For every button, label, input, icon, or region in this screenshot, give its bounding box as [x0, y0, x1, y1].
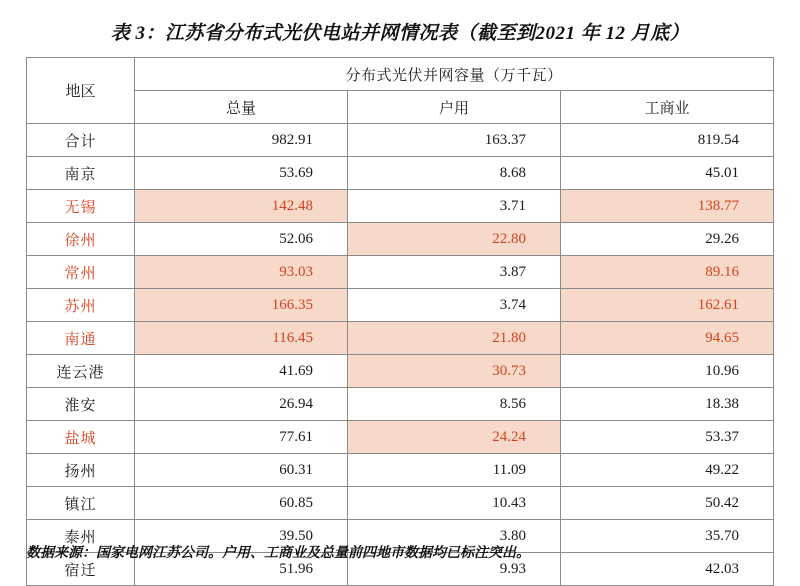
cell-value: 10.96	[561, 355, 774, 388]
column-header-residential: 户用	[348, 91, 561, 124]
cell-value: 94.65	[561, 322, 774, 355]
table-row	[27, 388, 774, 421]
cell-value: 18.38	[561, 388, 774, 421]
cell-value: 42.03	[561, 553, 774, 586]
cell-value: 982.91	[135, 124, 348, 157]
cell-value: 53.69	[135, 157, 348, 190]
column-header-commercial: 工商业	[561, 91, 774, 124]
cell-value: 138.77	[561, 190, 774, 223]
table-row	[27, 454, 774, 487]
cell-value: 53.37	[561, 421, 774, 454]
table-row	[27, 355, 774, 388]
row-region-label: 无锡	[27, 190, 135, 223]
row-region-label: 南通	[27, 322, 135, 355]
cell-value: 60.31	[135, 454, 348, 487]
cell-value: 116.45	[135, 322, 348, 355]
cell-value: 3.87	[348, 256, 561, 289]
table-row	[27, 289, 774, 322]
row-region-label: 淮安	[27, 388, 135, 421]
cell-value: 93.03	[135, 256, 348, 289]
cell-value: 162.61	[561, 289, 774, 322]
table-header-row-1	[27, 58, 774, 91]
row-region-label: 徐州	[27, 223, 135, 256]
cell-value: 49.22	[561, 454, 774, 487]
page-title: 表 3：江苏省分布式光伏电站并网情况表（截至到2021 年 12 月底）	[110, 23, 690, 44]
cell-value: 3.80	[348, 520, 561, 553]
cell-value: 45.01	[561, 157, 774, 190]
row-region-label: 南京	[27, 157, 135, 190]
table-row	[27, 487, 774, 520]
column-header-region: 地区	[27, 58, 135, 124]
cell-value: 3.71	[348, 190, 561, 223]
cell-value: 26.94	[135, 388, 348, 421]
cell-value: 30.73	[348, 355, 561, 388]
cell-value: 142.48	[135, 190, 348, 223]
cell-value: 10.43	[348, 487, 561, 520]
row-region-label: 连云港	[27, 355, 135, 388]
row-region-label: 扬州	[27, 454, 135, 487]
cell-value: 166.35	[135, 289, 348, 322]
cell-value: 8.56	[348, 388, 561, 421]
row-region-label: 常州	[27, 256, 135, 289]
cell-value: 29.26	[561, 223, 774, 256]
column-header-total: 总量	[135, 91, 348, 124]
cell-value: 51.96	[135, 553, 348, 586]
cell-value: 60.85	[135, 487, 348, 520]
table-row	[27, 157, 774, 190]
row-region-label: 苏州	[27, 289, 135, 322]
column-group-header-capacity: 分布式光伏并网容量（万千瓦）	[135, 58, 774, 91]
row-region-label: 镇江	[27, 487, 135, 520]
table-row	[27, 190, 774, 223]
cell-value: 24.24	[348, 421, 561, 454]
cell-value: 35.70	[561, 520, 774, 553]
cell-value: 89.16	[561, 256, 774, 289]
cell-value: 22.80	[348, 223, 561, 256]
table-header-row-2	[27, 91, 774, 124]
cell-value: 8.68	[348, 157, 561, 190]
cell-value: 50.42	[561, 487, 774, 520]
cell-value: 9.93	[348, 553, 561, 586]
row-region-label: 宿迁	[27, 553, 135, 586]
cell-value: 21.80	[348, 322, 561, 355]
table-row	[27, 223, 774, 256]
cell-value: 11.09	[348, 454, 561, 487]
row-region-label: 盐城	[27, 421, 135, 454]
cell-value: 163.37	[348, 124, 561, 157]
cell-value: 39.50	[135, 520, 348, 553]
cell-value: 52.06	[135, 223, 348, 256]
table-body	[27, 124, 774, 586]
table-header	[27, 58, 774, 124]
distributed-pv-table	[26, 57, 774, 586]
table-row	[27, 124, 774, 157]
row-region-label: 泰州	[27, 520, 135, 553]
cell-value: 77.61	[135, 421, 348, 454]
table-row	[27, 322, 774, 355]
row-region-label: 合计	[27, 124, 135, 157]
table-row	[27, 256, 774, 289]
cell-value: 819.54	[561, 124, 774, 157]
table-row	[27, 421, 774, 454]
source-note: 数据来源：国家电网江苏公司。户用、工商业及总量前四地市数据均已标注突出。	[26, 546, 530, 561]
cell-value: 3.74	[348, 289, 561, 322]
cell-value: 41.69	[135, 355, 348, 388]
